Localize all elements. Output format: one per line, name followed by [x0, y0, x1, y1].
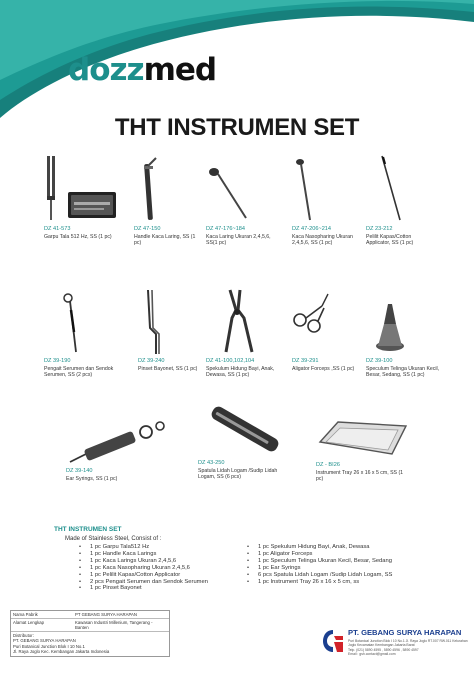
- list-item: • 1 pc Garpu Tala512 Hz: [79, 544, 247, 551]
- laryngeal-mirror-icon: [206, 152, 278, 224]
- distributor-name: PT. GEBANG SURYA HARAPAN: [13, 638, 76, 644]
- mirror-handle-icon: [134, 152, 198, 224]
- logo-med-text: med: [143, 52, 217, 88]
- product-code: DZ 41-573: [44, 226, 71, 232]
- company-email: Email : gsh.contact@gmail.com: [348, 652, 396, 657]
- product-instrument-tray: [316, 420, 408, 483]
- product-code: DZ 41-100,102,104: [206, 358, 255, 364]
- product-code: DZ - BI26: [316, 462, 340, 468]
- company-brand: [322, 628, 473, 657]
- product-tuning-fork: [44, 152, 124, 240]
- set-title: THT INSTRUMEN SET: [54, 526, 122, 533]
- product-desc: Speculum Telinga Ukuran Kecil, Besar, Sedang, SS (1 pc): [366, 366, 440, 379]
- set-contents: [54, 526, 454, 592]
- product-desc: Handle Kaca Laring, SS (1 pc): [134, 234, 196, 247]
- list-item: • 1 pc Instrument Tray 26 x 16 x 5 cm, ss: [247, 579, 415, 586]
- list-item: • 1 pc Pinset Bayonet: [79, 585, 247, 592]
- distributor-address-2: Jl. Raya Joglo Kec. Kembangan Jakarta Indonesia: [13, 649, 110, 655]
- product-cerumen-hook: [44, 288, 130, 379]
- product-laryngeal-mirror: [206, 152, 278, 247]
- company-address: Puri Botanical Junction Blok I 10 No.1 Jl. Raya Joglo RT.007 RW.011 Kelurahan Joglo Kecamatan Kembangan Jakarta Barat: [348, 639, 468, 648]
- table-cell: Alamat Lengkap: [13, 620, 45, 625]
- gsh-logo-icon: [322, 628, 344, 654]
- instrument-tray-icon: [316, 420, 408, 460]
- set-list-left: [79, 544, 247, 592]
- cerumen-hook-icon: [44, 288, 130, 356]
- tuning-fork-icon: [44, 152, 124, 224]
- nasal-speculum-icon: [206, 288, 286, 356]
- table-cell: Kawasan Industri Millenium, Tangerang - Banten: [75, 620, 153, 630]
- set-intro: Made of Stainless Steel, Consist of :: [65, 536, 162, 542]
- list-item: • 2 pcs Pengait Serumen dan Sendok Serumen: [79, 579, 247, 586]
- set-list-right: [247, 544, 415, 592]
- ear-syringe-icon: [66, 414, 170, 466]
- product-desc: Instrument Tray 26 x 16 x 5 cm, SS (1 pc): [316, 470, 404, 483]
- list-item: • 6 pcs Spatula Lidah Logam /Sudip Lidah Logam, SS: [247, 572, 415, 579]
- company-name: PT. GEBANG SURYA HARAPAN: [348, 628, 462, 637]
- product-desc: Pelilit Kapas/Cotton Applicator, SS (1 pc): [366, 234, 414, 247]
- product-code: DZ 39-240: [138, 358, 165, 364]
- manufacturer-info-table: [10, 610, 170, 657]
- product-desc: Pinset Bayonet, SS (1 pc): [138, 366, 198, 372]
- nasopharyngeal-mirror-icon: [292, 152, 362, 224]
- distributor-address-1: Puri Botanical Junction Blok I 10 No.1: [13, 643, 85, 649]
- product-code: DZ 39-190: [44, 358, 71, 364]
- list-item: • 1 pc Kaca Larings Ukuran 2,4,5,6: [79, 558, 247, 565]
- product-ear-speculum: [366, 288, 442, 379]
- product-desc: Spekulum Hidung Bayi, Anak, Dewasa, SS (1 pc): [206, 366, 275, 379]
- list-item: • 1 pc Kaca Nasopharing Ukuran 2,4,5,6: [79, 565, 247, 572]
- product-desc: Pengait Serumen dan Sendok Serumen, SS (2 pcs): [44, 366, 114, 379]
- product-tongue-depressor: [198, 406, 294, 481]
- product-code: DZ 47-206~214: [292, 226, 332, 232]
- product-ear-syringe: [66, 414, 170, 482]
- table-cell: PT GEBANG SURYA HARAPAN: [75, 612, 138, 617]
- product-code: DZ 47-150: [134, 226, 161, 232]
- product-desc: Kaca Nasopharing Ukuran 2,4,5,6, SS (1 pc): [292, 234, 353, 247]
- logo-dozz-text: dozz: [68, 52, 144, 88]
- product-desc: Spatula Lidah Logam /Sudip Lidah Logam, SS (6 pcs): [198, 468, 278, 481]
- product-code: DZ 39-100: [366, 358, 393, 364]
- bayonet-forceps-icon: [138, 288, 198, 356]
- product-nasopharyngeal-mirror: [292, 152, 362, 247]
- distributor-label: Distributor:: [13, 633, 34, 638]
- product-mirror-handle: [134, 152, 198, 247]
- list-item: • 1 pc Speculum Telinga Ukuran Kecil, Besar, Sedang: [247, 558, 415, 565]
- product-code: DZ 43-250: [198, 460, 225, 466]
- product-alligator-forceps: [292, 288, 366, 372]
- cotton-applicator-icon: [366, 152, 436, 224]
- page-title: THT INSTRUMEN SET: [114, 114, 360, 141]
- company-phone: Telp. (021) 5890 4595 , 5890 4596 , 5890 4597: [348, 647, 419, 652]
- dozzmed-logo: [68, 52, 216, 90]
- list-item: • 1 pc Spekulum Hidung Bayi, Anak, Dewasa: [247, 544, 415, 551]
- list-item: • 1 pc Aligator Forceps: [247, 551, 415, 558]
- product-code: DZ 39-140: [66, 468, 93, 474]
- product-nasal-speculum: [206, 288, 286, 379]
- tongue-depressor-icon: [198, 406, 294, 458]
- product-bayonet-forceps: [138, 288, 198, 372]
- product-code: DZ 39-291: [292, 358, 319, 364]
- table-cell: Nama Pabrik: [13, 612, 38, 617]
- list-item: • 1 pc Handle Kaca Larings: [79, 551, 247, 558]
- ear-speculum-icon: [366, 288, 442, 356]
- product-code: DZ 47-176~184: [206, 226, 246, 232]
- alligator-forceps-icon: [292, 288, 366, 356]
- product-cotton-applicator: [366, 152, 436, 247]
- product-desc: Kaca Laring Ukuran 2,4,5,6, SS(1 pc): [206, 234, 271, 247]
- product-desc: Ear Syrings, SS (1 pc): [66, 476, 118, 482]
- product-code: DZ 23-212: [366, 226, 393, 232]
- list-item: • 1 pc Ear Syrings: [247, 565, 415, 572]
- product-desc: Garpu Tala 512 Hz, SS (1 pc): [44, 234, 112, 240]
- list-item: • 1 pc Pelilit Kapas/Cotton Applicator: [79, 572, 247, 579]
- product-desc: Aligator Forceps ,SS (1 pc): [292, 366, 355, 372]
